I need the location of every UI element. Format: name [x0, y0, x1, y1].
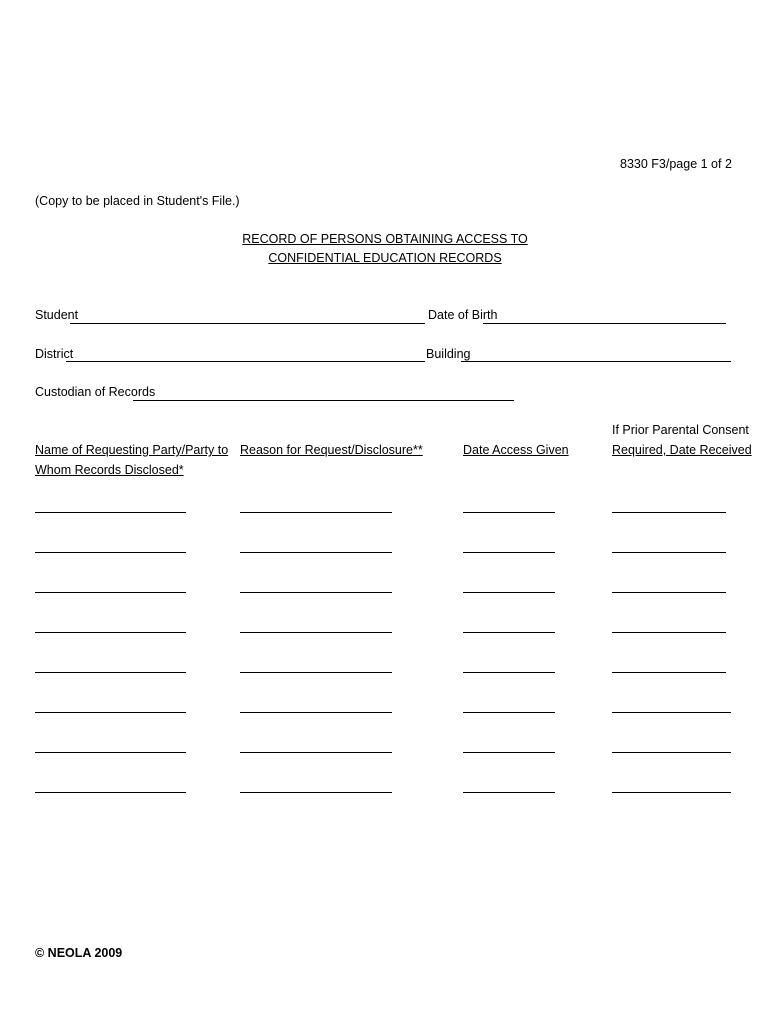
reason-entry[interactable]	[240, 712, 392, 713]
district-label: District	[35, 347, 74, 361]
date-access-entry[interactable]	[463, 792, 555, 793]
column-header-requesting-party-line1: Name of Requesting Party/Party to	[35, 443, 229, 457]
column-header-date-access: Date Access Given	[463, 443, 569, 457]
requesting-party-entry[interactable]	[35, 792, 186, 793]
consent-date-entry[interactable]	[612, 712, 731, 713]
consent-date-entry[interactable]	[612, 632, 726, 633]
building-field[interactable]	[461, 361, 731, 362]
date-access-entry[interactable]	[463, 592, 555, 593]
date-access-entry[interactable]	[463, 752, 555, 753]
reason-entry[interactable]	[240, 632, 392, 633]
reason-entry[interactable]	[240, 592, 392, 593]
column-header-consent-line1: If Prior Parental Consent	[612, 423, 749, 437]
form-title-line1: RECORD OF PERSONS OBTAINING ACCESS TO	[242, 232, 528, 246]
date-of-birth-field[interactable]	[483, 323, 726, 324]
building-label: Building	[426, 347, 471, 361]
reason-entry[interactable]	[240, 792, 392, 793]
date-access-entry[interactable]	[463, 672, 555, 673]
requesting-party-entry[interactable]	[35, 592, 186, 593]
form-page-reference: 8330 F3/page 1 of 2	[620, 157, 732, 171]
consent-date-entry[interactable]	[612, 512, 726, 513]
consent-date-entry[interactable]	[612, 552, 726, 553]
form-title-line2: CONFIDENTIAL EDUCATION RECORDS	[268, 251, 502, 265]
consent-date-entry[interactable]	[612, 752, 731, 753]
copy-note: (Copy to be placed in Student's File.)	[35, 194, 240, 208]
district-field[interactable]	[66, 361, 425, 362]
requesting-party-entry[interactable]	[35, 672, 186, 673]
reason-entry[interactable]	[240, 752, 392, 753]
consent-date-entry[interactable]	[612, 672, 726, 673]
consent-date-entry[interactable]	[612, 592, 726, 593]
column-header-reason: Reason for Request/Disclosure**	[240, 443, 423, 457]
student-label: Student	[35, 308, 79, 322]
date-access-entry[interactable]	[463, 632, 555, 633]
reason-entry[interactable]	[240, 552, 392, 553]
column-header-consent-line2: Required, Date Received	[612, 443, 752, 457]
custodian-of-records-field[interactable]	[133, 400, 514, 401]
requesting-party-entry[interactable]	[35, 552, 186, 553]
date-access-entry[interactable]	[463, 552, 555, 553]
copyright-notice: © NEOLA 2009	[35, 946, 123, 960]
column-header-requesting-party-line2: Whom Records Disclosed*	[35, 463, 184, 477]
requesting-party-entry[interactable]	[35, 512, 186, 513]
requesting-party-entry[interactable]	[35, 632, 186, 633]
date-of-birth-label: Date of Birth	[428, 308, 498, 322]
consent-date-entry[interactable]	[612, 792, 731, 793]
requesting-party-entry[interactable]	[35, 712, 186, 713]
reason-entry[interactable]	[240, 512, 392, 513]
date-access-entry[interactable]	[463, 712, 555, 713]
custodian-of-records-label: Custodian of Records	[35, 385, 156, 399]
requesting-party-entry[interactable]	[35, 752, 186, 753]
student-field[interactable]	[70, 323, 425, 324]
reason-entry[interactable]	[240, 672, 392, 673]
date-access-entry[interactable]	[463, 512, 555, 513]
